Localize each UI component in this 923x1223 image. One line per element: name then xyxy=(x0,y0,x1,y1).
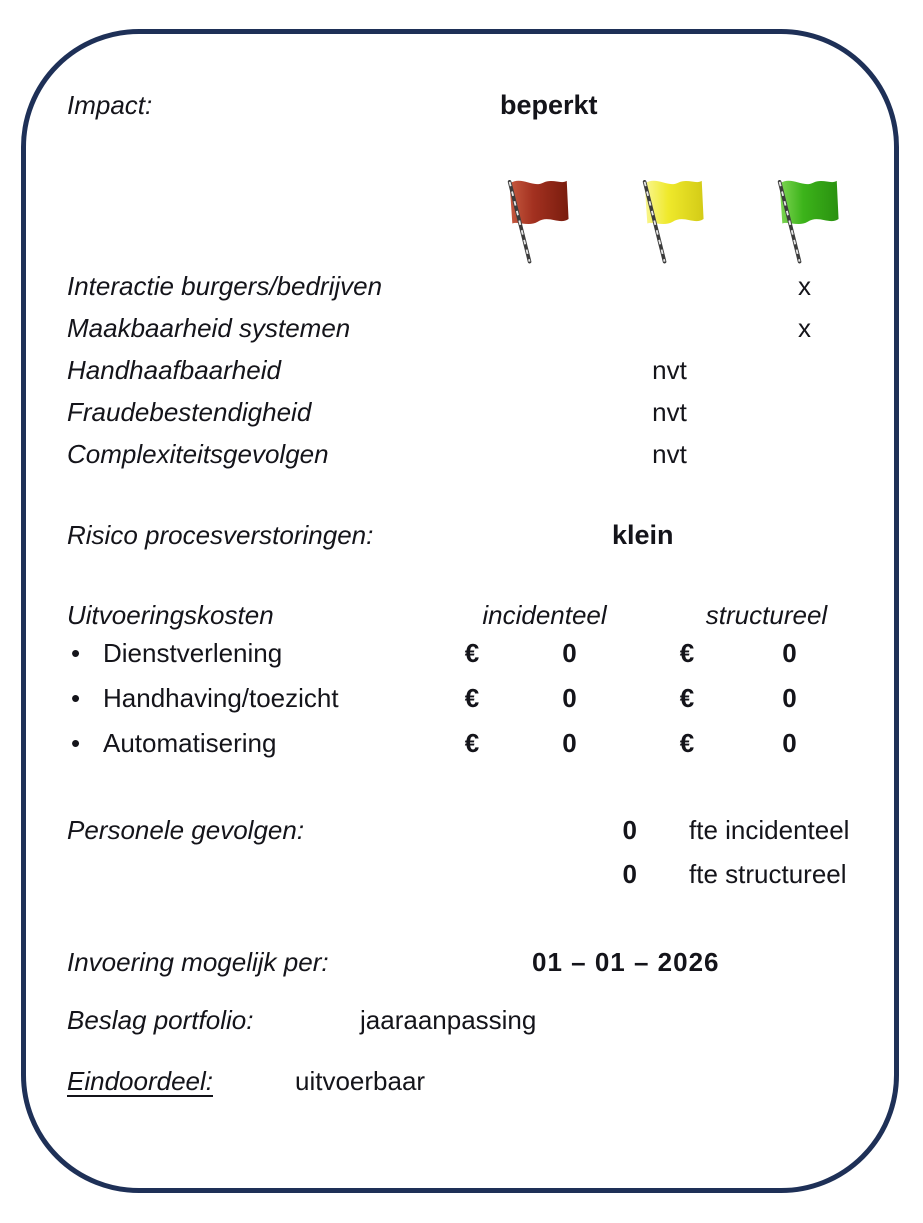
kosten-col-incidenteel: incidenteel xyxy=(482,600,607,630)
red-flag-cell xyxy=(467,173,602,265)
risico-row xyxy=(67,519,866,551)
euro-sign: € xyxy=(464,728,480,758)
beslag-row xyxy=(67,1004,866,1036)
kosten-row-label: • Dienstverlening xyxy=(67,631,447,676)
criteria-row xyxy=(67,307,866,349)
kosten-incidenteel-value: 0 xyxy=(562,638,577,668)
kosten-incidenteel-value: 0 xyxy=(562,683,577,713)
red-flag-icon xyxy=(496,173,574,265)
criteria-row xyxy=(67,391,866,433)
eindoordeel-row xyxy=(67,1064,866,1098)
criteria-green-mark xyxy=(737,349,872,391)
euro-sign: € xyxy=(679,728,695,758)
kosten-table xyxy=(67,599,866,766)
impact-row xyxy=(67,89,866,121)
personele-block xyxy=(67,808,866,896)
green-flag-icon xyxy=(766,173,844,265)
yellow-flag-cell xyxy=(602,173,737,265)
euro-sign: € xyxy=(679,638,695,668)
green-flag-cell xyxy=(737,173,872,265)
criteria-green-mark: x xyxy=(798,271,811,301)
assessment-card xyxy=(21,29,899,1193)
kosten-row-label: • Handhaving/toezicht xyxy=(67,676,447,721)
criteria-yellow-mark: nvt xyxy=(652,355,687,385)
kosten-structureel-value: 0 xyxy=(782,638,797,668)
yellow-flag-icon xyxy=(631,173,709,265)
personele-unit: fte structureel xyxy=(689,859,847,889)
criteria-row xyxy=(67,265,866,307)
criteria-table xyxy=(67,265,866,475)
flags-row xyxy=(67,173,866,265)
invoering-label: Invoering mogelijk per: xyxy=(67,947,329,977)
impact-label: Impact: xyxy=(67,90,153,120)
criteria-red-mark xyxy=(467,265,602,307)
criteria-yellow-mark: nvt xyxy=(652,439,687,469)
invoering-value: 01 – 01 – 2026 xyxy=(532,947,720,977)
criteria-red-mark xyxy=(467,307,602,349)
personele-label: Personele gevolgen: xyxy=(67,815,305,845)
criteria-yellow-mark xyxy=(602,307,737,349)
kosten-label: Uitvoeringskosten xyxy=(67,600,274,630)
criteria-label: Fraudebestendigheid xyxy=(67,397,312,427)
criteria-red-mark xyxy=(467,349,602,391)
personele-row xyxy=(67,808,866,852)
risico-value: klein xyxy=(612,520,674,550)
euro-sign: € xyxy=(464,638,480,668)
kosten-structureel-value: 0 xyxy=(782,683,797,713)
beslag-label: Beslag portfolio: xyxy=(67,1005,254,1035)
kosten-row xyxy=(67,631,866,676)
invoering-row xyxy=(67,946,866,978)
euro-sign: € xyxy=(464,683,480,713)
criteria-label: Maakbaarheid systemen xyxy=(67,313,351,343)
personele-unit: fte incidenteel xyxy=(689,815,850,845)
impact-value: beperkt xyxy=(500,90,598,120)
criteria-yellow-mark: nvt xyxy=(652,397,687,427)
beslag-value: jaaraanpassing xyxy=(360,1005,537,1035)
criteria-label: Handhaafbaarheid xyxy=(67,355,281,385)
euro-sign: € xyxy=(679,683,695,713)
kosten-row-label: • Automatisering xyxy=(67,721,447,766)
kosten-row xyxy=(67,721,866,766)
criteria-green-mark: x xyxy=(798,313,811,343)
risico-label: Risico procesverstoringen: xyxy=(67,520,374,550)
eindoordeel-value: uitvoerbaar xyxy=(295,1066,426,1096)
personele-row xyxy=(67,852,866,896)
kosten-incidenteel-value: 0 xyxy=(562,728,577,758)
eindoordeel-label: Eindoordeel: xyxy=(67,1066,213,1096)
criteria-yellow-mark xyxy=(602,265,737,307)
criteria-row xyxy=(67,349,866,391)
personele-value: 0 xyxy=(622,815,637,845)
personele-value: 0 xyxy=(622,859,637,889)
criteria-label: Interactie burgers/bedrijven xyxy=(67,271,383,301)
criteria-label: Complexiteitsgevolgen xyxy=(67,439,329,469)
criteria-red-mark xyxy=(467,391,602,433)
criteria-red-mark xyxy=(467,433,602,475)
criteria-green-mark xyxy=(737,391,872,433)
criteria-row xyxy=(67,433,866,475)
kosten-header xyxy=(67,599,866,631)
criteria-green-mark xyxy=(737,433,872,475)
kosten-structureel-value: 0 xyxy=(782,728,797,758)
kosten-row xyxy=(67,676,866,721)
kosten-col-structureel: structureel xyxy=(705,600,828,630)
